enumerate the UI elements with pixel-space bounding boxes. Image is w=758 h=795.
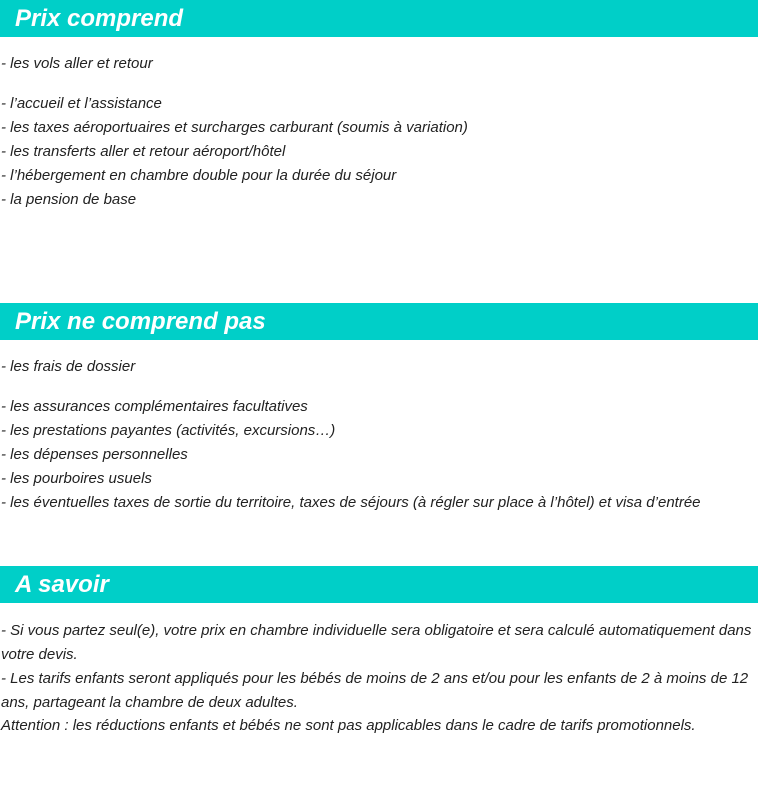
info-paragraph: - Les tarifs enfants seront appliqués pour les bébés de moins de 2 ans et/ou pour les enfants de 2 à moins de 12 ans, partageant la chambre de deux adultes. xyxy=(1,670,749,711)
included-item: - l’accueil et l’assistance xyxy=(1,95,162,112)
included-item: - l’hébergement en chambre double pour la durée du séjour xyxy=(1,167,397,184)
section-title-excluded: Prix ne comprend pas xyxy=(15,308,266,335)
section-header-excluded xyxy=(0,303,758,340)
excluded-item: - les éventuelles taxes de sortie du territoire, taxes de séjours (à régler sur place à l’hôtel) et visa d’entrée xyxy=(1,494,701,511)
included-item: - les vols aller et retour xyxy=(1,55,153,72)
info-paragraph: - Si vous partez seul(e), votre prix en chambre individuelle sera obligatoire et sera calculé automatiquement dans votre devis. xyxy=(1,622,752,663)
included-item: - la pension de base xyxy=(1,191,137,208)
excluded-item: - les frais de dossier xyxy=(1,358,136,375)
included-item: - les transferts aller et retour aéroport/hôtel xyxy=(1,143,286,160)
info-paragraph: Attention : les réductions enfants et bébés ne sont pas applicables dans le cadre de tarifs promotionnels. xyxy=(1,717,696,734)
excluded-item: - les prestations payantes (activités, excursions…) xyxy=(1,422,336,439)
excluded-item: - les pourboires usuels xyxy=(1,470,152,487)
section-header-included xyxy=(0,0,758,37)
section-title-info: A savoir xyxy=(15,571,109,598)
section-title-included: Prix comprend xyxy=(15,5,184,32)
excluded-item: - les dépenses personnelles xyxy=(1,446,188,463)
section-header-info xyxy=(0,566,758,603)
included-item: - les taxes aéroportuaires et surcharges carburant (soumis à variation) xyxy=(1,119,468,136)
excluded-item: - les assurances complémentaires facultatives xyxy=(1,398,308,415)
